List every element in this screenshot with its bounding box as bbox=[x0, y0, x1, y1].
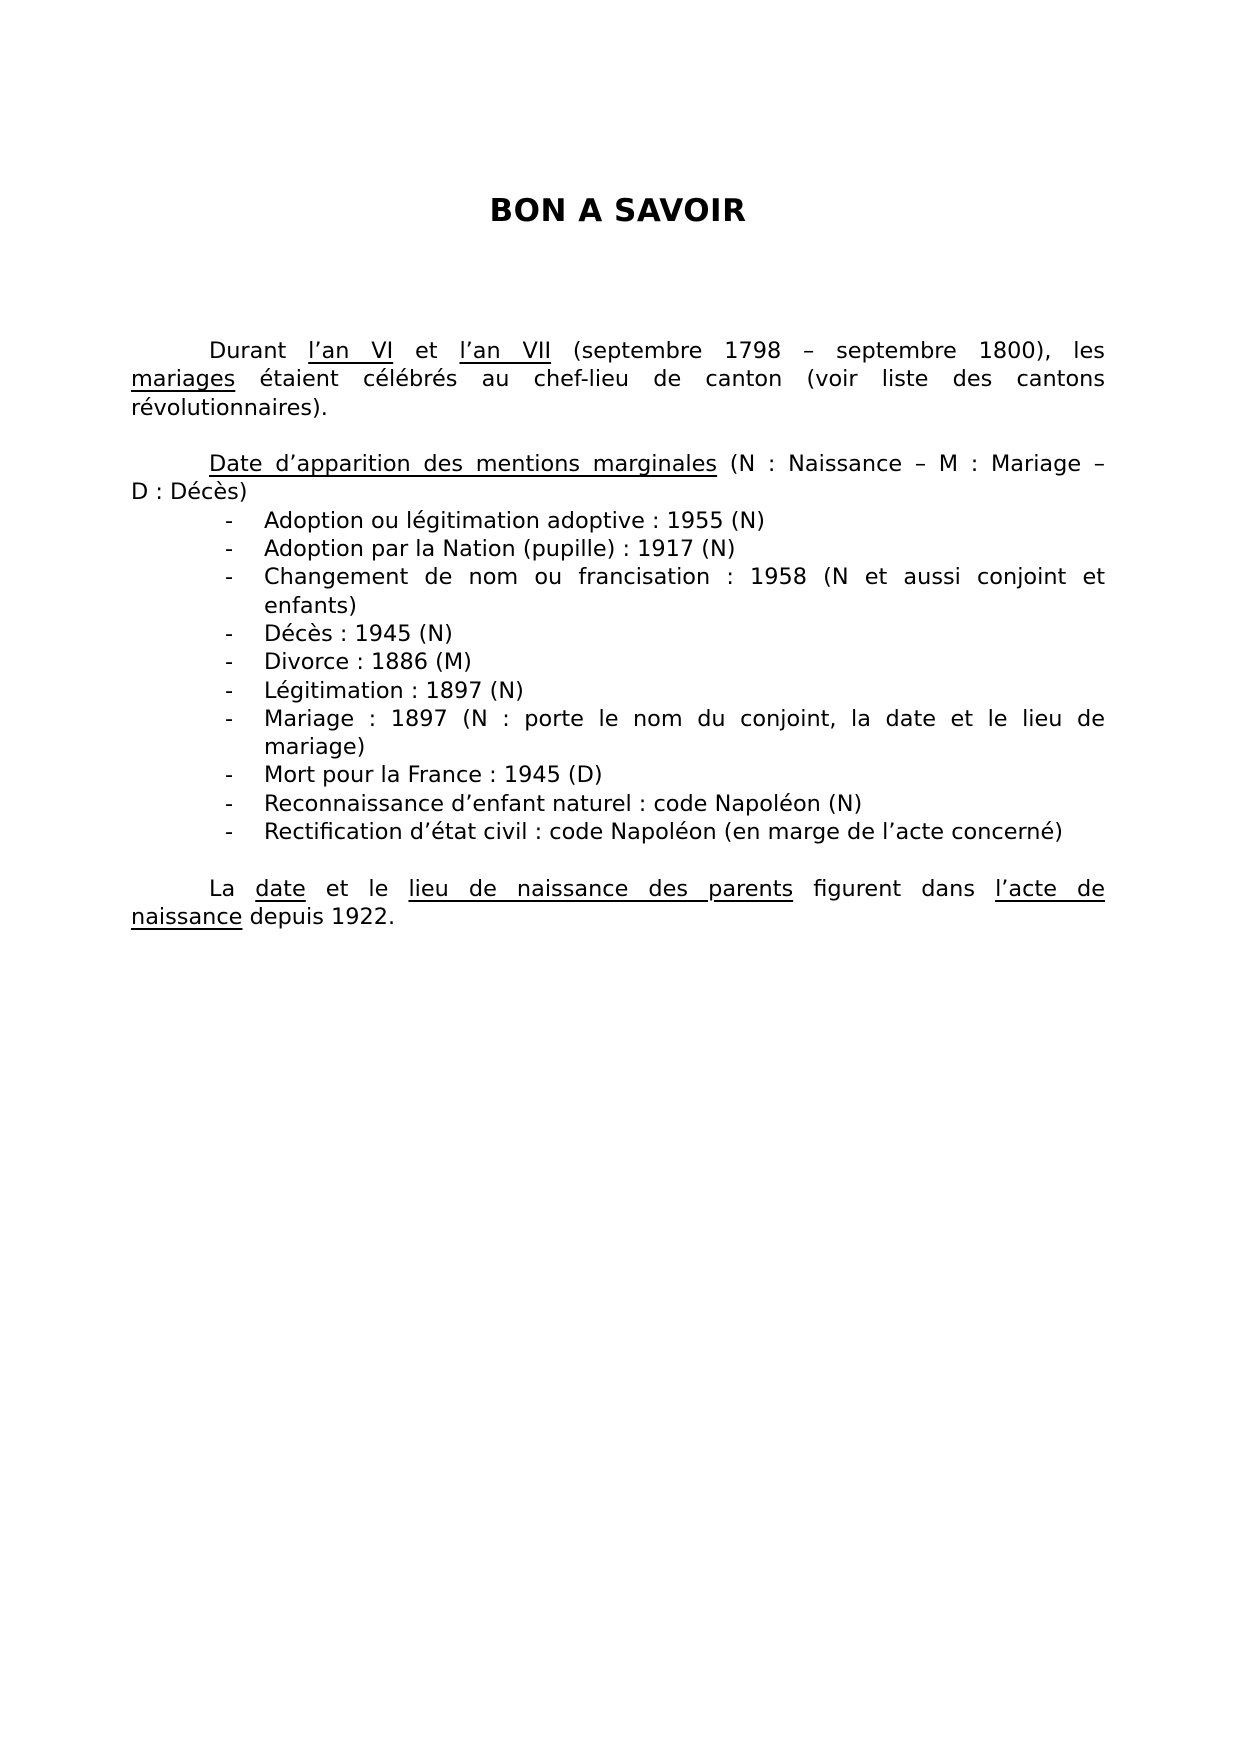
text-line bbox=[264, 761, 1105, 789]
text-run: et le bbox=[305, 875, 409, 902]
list-item bbox=[131, 761, 1105, 789]
underlined-text-run: Date d’apparition des mentions marginales bbox=[209, 451, 718, 478]
text-line bbox=[131, 450, 1105, 478]
list-item bbox=[131, 677, 1105, 705]
dash-bullet: - bbox=[225, 536, 234, 563]
list-item-text bbox=[264, 620, 1105, 648]
underlined-text-run: lieu de naissance des parents bbox=[408, 875, 794, 902]
text-run: Durant bbox=[209, 338, 309, 364]
list-item-text bbox=[264, 705, 1105, 762]
list-item-text bbox=[264, 535, 1105, 563]
text-line bbox=[264, 705, 1105, 733]
text-run: Divorce : 1886 (M) bbox=[264, 649, 472, 676]
text-run: (septembre 1798 – septembre 1800), les bbox=[551, 338, 1105, 364]
text-run: Adoption ou légitimation adoptive : 1955 (N) bbox=[264, 507, 766, 534]
text-run: Mariage : 1897 (N : porte le nom du conjoint, la date et le lieu de bbox=[264, 705, 1105, 732]
underlined-text-run: l’an VII bbox=[459, 338, 552, 364]
list-item bbox=[131, 790, 1105, 818]
text-line bbox=[264, 818, 1105, 846]
text-line bbox=[264, 535, 1105, 563]
text-run: enfants) bbox=[264, 592, 357, 619]
text-line bbox=[264, 790, 1105, 818]
underlined-text-run: date bbox=[255, 875, 306, 902]
list-item-text bbox=[264, 818, 1105, 846]
list-item bbox=[131, 818, 1105, 846]
text-line bbox=[131, 394, 1105, 422]
text-line bbox=[131, 875, 1105, 903]
text-run: étaient célébrés au chef-lieu de canton (voir liste des cantons bbox=[235, 366, 1105, 393]
list-item-text bbox=[264, 648, 1105, 676]
dash-bullet: - bbox=[225, 677, 234, 704]
document-title: BON A SAVOIR bbox=[489, 193, 747, 229]
text-run: Reconnaissance d’enfant naturel : code Napoléon (N) bbox=[264, 790, 863, 817]
text-run: La bbox=[209, 875, 256, 902]
text-run: révolutionnaires). bbox=[131, 394, 328, 421]
text-run: Adoption par la Nation (pupille) : 1917 (N) bbox=[264, 536, 736, 563]
underlined-text-run: l’an VI bbox=[308, 338, 394, 364]
list-item bbox=[131, 507, 1105, 535]
dash-bullet: - bbox=[225, 620, 234, 647]
dash-bullet: - bbox=[225, 705, 234, 732]
dash-bullet: - bbox=[225, 790, 234, 817]
text-run: Légitimation : 1897 (N) bbox=[264, 677, 524, 704]
list-item bbox=[131, 648, 1105, 676]
text-line bbox=[264, 620, 1105, 648]
paragraph-intro-an-vi-vii bbox=[131, 337, 1105, 422]
text-run: Rectification d’état civil : code Napoléon (en marge de l’acte concerné) bbox=[264, 819, 1063, 846]
document-body bbox=[131, 337, 1105, 931]
list-item-text bbox=[264, 790, 1105, 818]
list-item bbox=[131, 620, 1105, 648]
list-item bbox=[131, 535, 1105, 563]
text-run: Mort pour la France : 1945 (D) bbox=[264, 762, 603, 789]
text-line bbox=[131, 478, 1105, 506]
text-line bbox=[131, 365, 1105, 393]
text-run: Décès : 1945 (N) bbox=[264, 620, 453, 647]
text-line bbox=[264, 733, 1105, 761]
paragraph-date-lieu-naissance bbox=[131, 875, 1105, 932]
list-item-text bbox=[264, 507, 1105, 535]
dash-bullet: - bbox=[225, 649, 234, 676]
text-line bbox=[264, 563, 1105, 591]
text-run: mariage) bbox=[264, 734, 366, 761]
underlined-text-run: mariages bbox=[131, 366, 236, 393]
text-line bbox=[264, 677, 1105, 705]
text-run: (N : Naissance – M : Mariage – bbox=[717, 451, 1105, 478]
text-line bbox=[264, 648, 1105, 676]
text-run: D : Décès) bbox=[131, 479, 248, 506]
dash-list bbox=[131, 507, 1105, 847]
underlined-text-run: naissance bbox=[131, 903, 243, 930]
text-line bbox=[131, 337, 1105, 365]
text-run: et bbox=[393, 338, 460, 364]
list-item-text bbox=[264, 677, 1105, 705]
text-line bbox=[131, 903, 1105, 931]
paragraph-mentions-marginales-heading bbox=[131, 450, 1105, 507]
list-item bbox=[131, 705, 1105, 762]
dash-bullet: - bbox=[225, 507, 234, 534]
list-item-text bbox=[264, 563, 1105, 620]
text-line bbox=[264, 507, 1105, 535]
text-line bbox=[264, 592, 1105, 620]
dash-bullet: - bbox=[225, 564, 234, 591]
text-run: Changement de nom ou francisation : 1958 (N et aussi conjoint et bbox=[264, 564, 1105, 591]
list-item-text bbox=[264, 761, 1105, 789]
text-run: figurent dans bbox=[793, 875, 996, 902]
underlined-text-run: l’acte de bbox=[995, 875, 1106, 902]
dash-bullet: - bbox=[225, 819, 234, 846]
list-item bbox=[131, 563, 1105, 620]
dash-bullet: - bbox=[225, 762, 234, 789]
text-run: depuis 1922. bbox=[242, 903, 396, 930]
